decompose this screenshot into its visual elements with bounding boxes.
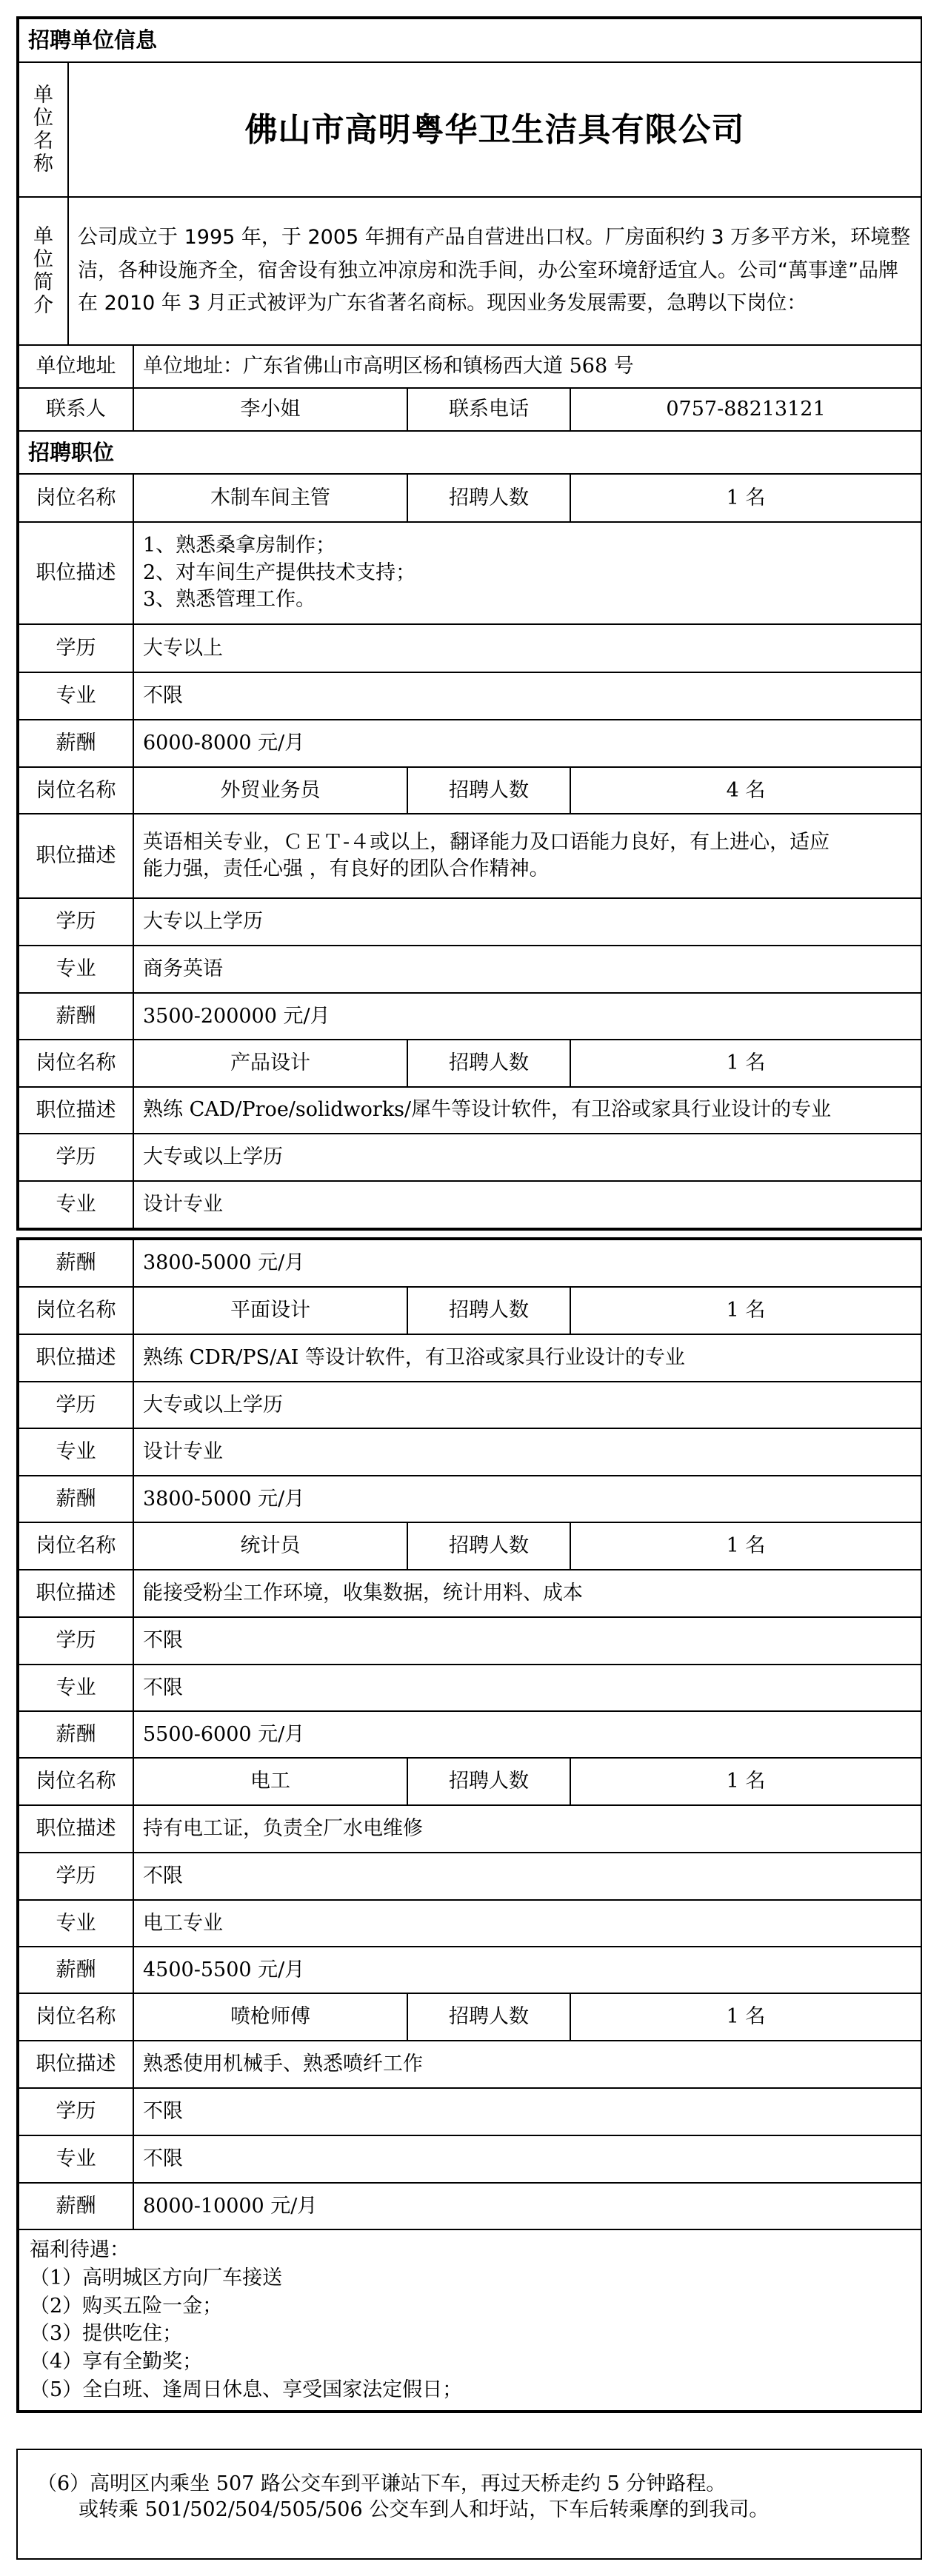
phone-label: 联系电话 [407,388,570,431]
headcount-value: 4 名 [570,767,921,814]
job-name-label: 岗位名称 [19,1287,133,1334]
job-name: 木制车间主管 [133,474,407,522]
company-intro-label: 单 位 简 介 [19,198,68,344]
description-label: 职位描述 [19,1334,133,1382]
education-value: 大专或以上学历 [133,1134,921,1181]
benefit-item: （3）提供吃住； [30,2322,183,2346]
salary-label: 薪酬 [19,720,133,767]
job-description: 熟练 CAD/Proe/solidworks/犀牛等设计软件，有卫浴或家具行业设计的专业 [133,1087,921,1134]
recruitment-table-part-2 [16,1237,922,2413]
company-name: 佛山市高明粤华卫生洁具有限公司 [244,110,745,149]
headcount-value: 1 名 [570,1522,921,1570]
education-label: 学历 [19,624,133,672]
education-label: 学历 [19,1617,133,1665]
phone-value: 0757-88213121 [570,388,921,431]
company-intro: 公司成立于 1995 年，于 2005 年拥有产品自营进出口权。厂房面积约 3 万多平方米，环境整洁，各种设施齐全，宿舍设有独立冲凉房和洗手间，办公室环境舒适宜人。公司“萬事達”品牌在 2010 年 3 月正式被评为广东省著名商标。现因业务发展需要，急聘以下岗位： [78,226,911,315]
address-value: 单位地址：广东省佛山市高明区杨和镇杨西大道 568 号 [133,345,921,388]
major-label: 专业 [19,1181,133,1228]
job-name-label: 岗位名称 [19,1040,133,1087]
headcount-label: 招聘人数 [407,1287,570,1334]
job-description: 熟练 CDR/PS/AI 等设计软件，有卫浴或家具行业设计的专业 [133,1334,921,1382]
salary-label: 薪酬 [19,1711,133,1758]
major-label: 专业 [19,1428,133,1476]
major-value: 电工专业 [133,1900,921,1947]
major-label: 专业 [19,2135,133,2183]
job-name: 统计员 [133,1522,407,1570]
job-name: 喷枪师傅 [133,1993,407,2041]
education-label: 学历 [19,2088,133,2135]
job-description: 1、熟悉桑拿房制作； 2、对车间生产提供技术支持； 3、熟悉管理工作。 [133,522,921,624]
salary-value: 3800-5000 元/月 [133,1240,921,1287]
job-name-label: 岗位名称 [19,1522,133,1570]
headcount-value: 1 名 [570,1758,921,1805]
benefits-section [19,2229,921,2411]
description-label: 职位描述 [19,522,133,624]
salary-label: 薪酬 [19,1240,133,1287]
job-row-name [19,474,921,522]
major-label: 专业 [19,1665,133,1711]
benefits-title: 福利待遇： [30,2238,130,2261]
salary-label: 薪酬 [19,993,133,1040]
education-value: 大专以上 [133,624,921,672]
benefit-item: （2）购买五险一金； [30,2294,223,2318]
description-label: 职位描述 [19,814,133,898]
job-name: 产品设计 [133,1040,407,1087]
education-value: 大专或以上学历 [133,1382,921,1428]
job-name-label: 岗位名称 [19,767,133,814]
salary-value: 3500-200000 元/月 [133,993,921,1040]
headcount-label: 招聘人数 [407,767,570,814]
major-value: 设计专业 [133,1428,921,1476]
salary-label: 薪酬 [19,1947,133,1993]
major-label: 专业 [19,1900,133,1947]
headcount-value: 1 名 [570,1040,921,1087]
salary-value: 4500-5500 元/月 [133,1947,921,1993]
section-header-company: 招聘单位信息 [19,19,921,62]
headcount-value: 1 名 [570,1287,921,1334]
recruitment-table-part-1 [16,16,922,1231]
job-name-label: 岗位名称 [19,474,133,522]
major-value: 设计专业 [133,1181,921,1228]
description-label: 职位描述 [19,1805,133,1853]
major-value: 不限 [133,2135,921,2183]
job-name: 平面设计 [133,1287,407,1334]
job-name: 电工 [133,1758,407,1805]
contact-value: 李小姐 [133,388,407,431]
description-label: 职位描述 [19,2041,133,2088]
salary-value: 8000-10000 元/月 [133,2183,921,2229]
major-label: 专业 [19,672,133,720]
job-description: 持有电工证，负责全厂水电维修 [133,1805,921,1853]
description-label: 职位描述 [19,1570,133,1617]
education-label: 学历 [19,1853,133,1900]
headcount-label: 招聘人数 [407,1522,570,1570]
major-value: 不限 [133,1665,921,1711]
headcount-label: 招聘人数 [407,474,570,522]
education-value: 不限 [133,1617,921,1665]
major-value: 商务英语 [133,946,921,993]
headcount-label: 招聘人数 [407,1993,570,2041]
education-label: 学历 [19,1134,133,1181]
salary-value: 3800-5000 元/月 [133,1476,921,1522]
headcount-label: 招聘人数 [407,1758,570,1805]
salary-value: 5500-6000 元/月 [133,1711,921,1758]
salary-label: 薪酬 [19,2183,133,2229]
section-header-jobs: 招聘职位 [19,431,921,474]
address-label: 单位地址 [19,345,133,388]
job-description: 能接受粉尘工作环境，收集数据，统计用料、成本 [133,1570,921,1617]
education-label: 学历 [19,1382,133,1428]
job-description: 熟悉使用机械手、熟悉喷纤工作 [133,2041,921,2088]
education-label: 学历 [19,898,133,946]
job-name-label: 岗位名称 [19,1993,133,2041]
headcount-label: 招聘人数 [407,1040,570,1087]
major-value: 不限 [133,672,921,720]
salary-value: 6000-8000 元/月 [133,720,921,767]
salary-label: 薪酬 [19,1476,133,1522]
contact-label: 联系人 [19,388,133,431]
description-label: 职位描述 [19,1087,133,1134]
education-value: 大专以上学历 [133,898,921,946]
headcount-value: 1 名 [570,474,921,522]
transport-line-2: 或转乘 501/502/504/505/506 公交车到人和圩站，下车后转乘摩的到我司。 [79,2498,770,2522]
education-value: 不限 [133,2088,921,2135]
benefit-item: （4）享有全勤奖； [30,2350,203,2374]
transport-info-box [16,2449,922,2560]
job-description: 英语相关专业，ＣＥＴ-４或以上，翻译能力及口语能力良好，有上进心，适应 能力强，责任心强 ，有良好的团队合作精神。 [133,814,921,898]
benefit-item: （1）高明城区方向厂车接送 [30,2266,283,2289]
company-name-label: 单 位 名 称 [19,63,68,196]
transport-line-1: （6）高明区内乘坐 507 路公交车到平谦站下车，再过天桥走约 5 分钟路程。 [37,2472,727,2495]
major-label: 专业 [19,946,133,993]
headcount-value: 1 名 [570,1993,921,2041]
job-name: 外贸业务员 [133,767,407,814]
education-value: 不限 [133,1853,921,1900]
job-name-label: 岗位名称 [19,1758,133,1805]
benefit-item: （5）全白班、逢周日休息、享受国家法定假日； [30,2378,463,2401]
